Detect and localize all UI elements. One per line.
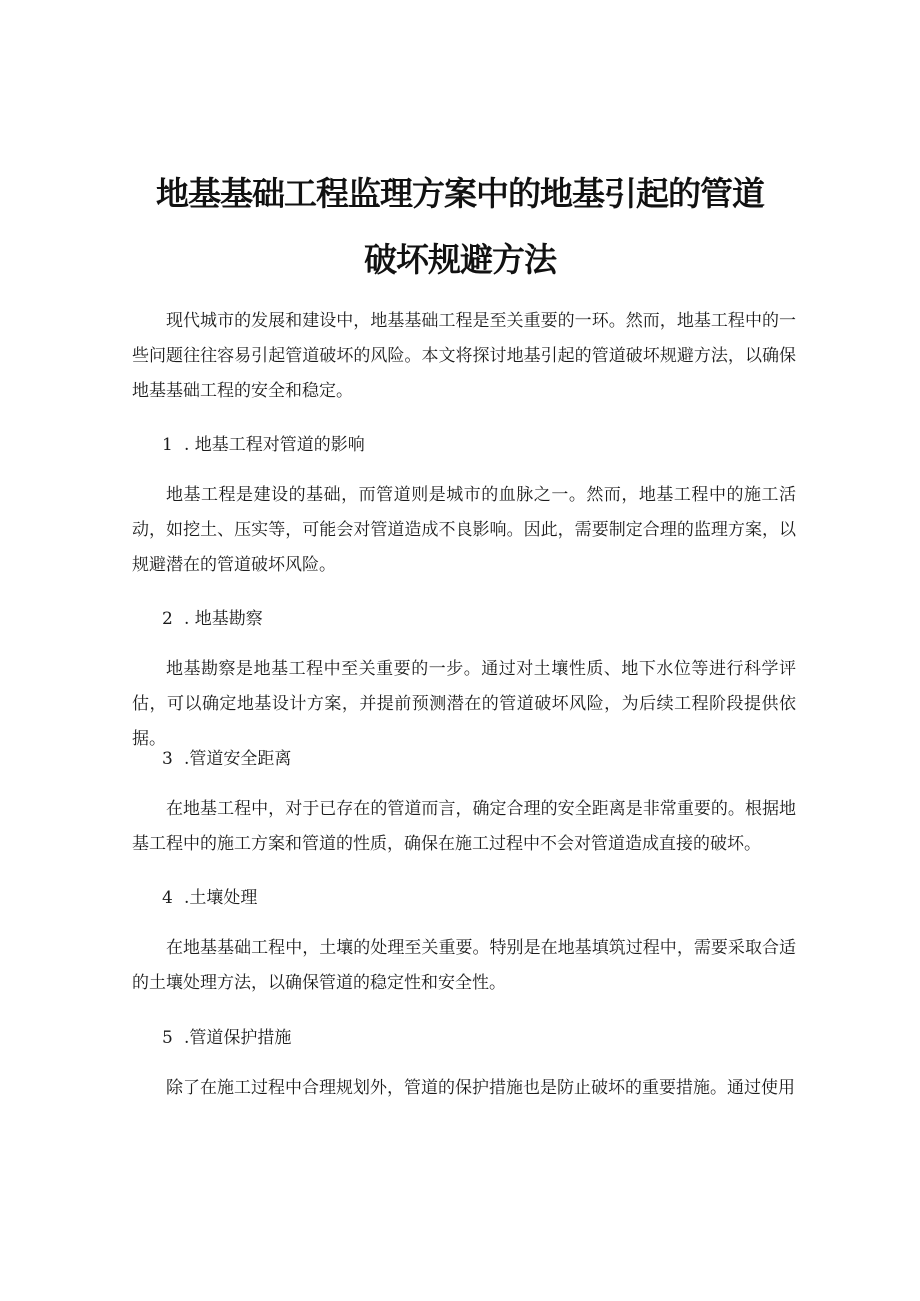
section-paragraph-4: 在地基基础工程中，土壤的处理至关重要。特别是在地基填筑过程中，需要采取合适的土壤处理方法，以确保管道的稳定性和安全性。 bbox=[132, 938, 796, 993]
section-number: 2 bbox=[162, 609, 173, 629]
section-heading-text: .管道安全距离 bbox=[184, 749, 292, 769]
section-number: 3 bbox=[162, 749, 173, 769]
section-number: 5 bbox=[162, 1028, 173, 1048]
section-heading-text: .管道保护措施 bbox=[184, 1028, 292, 1048]
section-heading-text: . 地基工程对管道的影响 bbox=[184, 435, 365, 455]
section-heading-5 bbox=[162, 1025, 291, 1051]
section-heading-text: . 地基勘察 bbox=[184, 609, 263, 629]
section-heading-4 bbox=[162, 885, 257, 911]
section-number: 1 bbox=[162, 435, 173, 455]
section-heading-1 bbox=[162, 432, 365, 458]
section-paragraph-2: 地基勘察是地基工程中至关重要的一步。通过对土壤性质、地下水位等进行科学评估，可以确定地基设计方案，并提前预测潜在的管道破坏风险，为后续工程阶段提供依据。 bbox=[132, 659, 796, 749]
section-paragraph-5: 除了在施工过程中合理规划外，管道的保护措施也是防止破坏的重要措施。通过使用 bbox=[166, 1078, 795, 1098]
section-heading-2 bbox=[162, 606, 263, 632]
document-title-line-1: 地基基础工程监理方案中的地基引起的管道 bbox=[156, 174, 764, 213]
section-paragraph-3: 在地基工程中，对于已存在的管道而言，确定合理的安全距离是非常重要的。根据地基工程中的施工方案和管道的性质，确保在施工过程中不会对管道造成直接的破坏。 bbox=[132, 799, 796, 854]
section-paragraph-1: 地基工程是建设的基础，而管道则是城市的血脉之一。然而，地基工程中的施工活动，如挖土、压实等，可能会对管道造成不良影响。因此，需要制定合理的监理方案，以规避潜在的管道破坏风险。 bbox=[132, 485, 796, 575]
section-heading-text: .土壤处理 bbox=[184, 888, 258, 908]
intro-paragraph: 现代城市的发展和建设中，地基基础工程是至关重要的一环。然而，地基工程中的一些问题往往容易引起管道破坏的风险。本文将探讨地基引起的管道破坏规避方法，以确保地基基础工程的安全和稳定。 bbox=[132, 311, 796, 401]
document-title-line-2: 破坏规避方法 bbox=[364, 240, 556, 279]
section-heading-3 bbox=[162, 746, 291, 772]
section-number: 4 bbox=[162, 888, 173, 908]
